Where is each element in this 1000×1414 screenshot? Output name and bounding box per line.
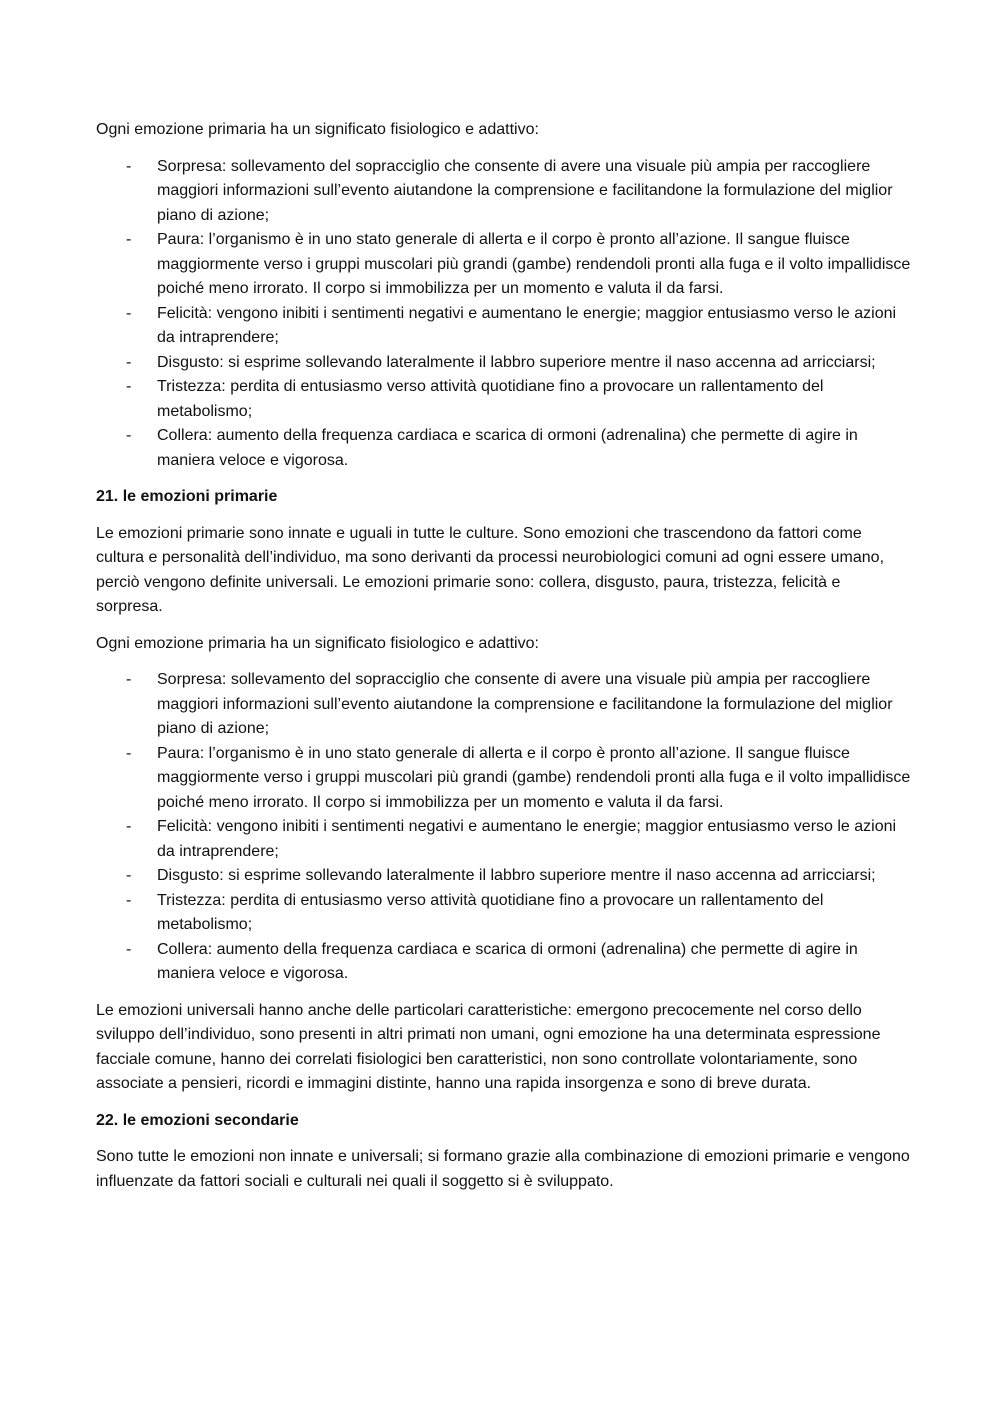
list-item-text: Tristezza: perdita di entusiasmo verso attività quotidiane fino a provocare un rallentamento del metabolismo; xyxy=(157,378,824,420)
section-21-paragraph: Le emozioni primarie sono innate e uguali in tutte le culture. Sono emozioni che trascendono da fattori come cultura e personalità dell’individuo, ma sono derivanti da processi neurobiologici comuni ad ogni essere umano, perciò vengono definite universali. Le emozioni primarie sono: collera, disgusto, paura, tristezza, felicità e sorpresa. xyxy=(96,524,885,615)
dash-marker: - xyxy=(126,867,132,884)
list-item xyxy=(96,375,911,424)
dash-marker: - xyxy=(126,353,132,371)
section-21-intro: Ogni emozione primaria ha un significato fisiologico e adattivo: xyxy=(96,634,539,652)
list-item-text: Paura: l’organismo è in uno stato generale di allerta e il corpo è pronto all’azione. Il sangue fluisce maggiormente verso i gruppi muscolari più grandi (gambe) rendendoli pronti alla fuga e il volto impallidisce poiché meno irrorato. Il corpo si immobilizza per un momento e valuta il da farsi. xyxy=(157,744,911,811)
list-item-text: Paura: l’organismo è in uno stato generale di allerta e il corpo è pronto all’azione. Il sangue fluisce maggiormente verso i gruppi muscolari più grandi (gambe) rendendoli pronti alla fuga e il volto impallidisce poiché meno irrorato. Il corpo si immobilizza per un momento e valuta il da farsi. xyxy=(157,231,911,297)
list-item-text: Collera: aumento della frequenza cardiaca e scarica di ormoni (adrenalina) che permette di agire in maniera veloce e vigorosa. xyxy=(157,940,858,982)
list-item xyxy=(96,155,911,229)
section-21-list xyxy=(96,668,911,987)
section-22-heading: 22. le emozioni secondarie xyxy=(96,1111,299,1129)
list-item-text: Sorpresa: sollevamento del sopracciglio che consente di avere una visuale più ampia per raccogliere maggiori informazioni sull’evento aiutandone la comprensione e facilitandone la formulazione del miglior piano di azione; xyxy=(157,157,893,224)
list-item-text: Tristezza: perdita di entusiasmo verso attività quotidiane fino a provocare un rallentamento del metabolismo; xyxy=(157,891,824,933)
list-item-text: Disgusto: si esprime sollevando lateralmente il labbro superiore mentre il naso accenna ad arricciarsi; xyxy=(157,867,876,884)
dash-marker: - xyxy=(126,744,132,762)
list-item xyxy=(96,424,911,473)
section-21-heading: 21. le emozioni primarie xyxy=(96,488,278,505)
dash-marker: - xyxy=(126,671,132,688)
list-item-text: Collera: aumento della frequenza cardiaca e scarica di ormoni (adrenalina) che permette di agire in maniera veloce e vigorosa. xyxy=(157,427,858,469)
page-content xyxy=(96,118,911,1206)
dash-marker: - xyxy=(126,427,132,444)
list-item xyxy=(96,815,911,864)
block1-list xyxy=(96,155,911,474)
dash-marker: - xyxy=(126,818,132,835)
dash-marker: - xyxy=(126,378,132,395)
list-item xyxy=(96,742,911,816)
list-item xyxy=(96,938,911,987)
dash-marker: - xyxy=(126,304,132,322)
list-item xyxy=(96,668,911,742)
list-item xyxy=(96,351,911,376)
dash-marker: - xyxy=(126,231,132,248)
dash-marker: - xyxy=(126,940,132,958)
dash-marker: - xyxy=(126,157,132,175)
dash-marker: - xyxy=(126,891,132,909)
block1-intro: Ogni emozione primaria ha un significato fisiologico e adattivo: xyxy=(96,121,539,138)
list-item xyxy=(96,889,911,938)
section-21-closing: Le emozioni universali hanno anche delle particolari caratteristiche: emergono precocemente nel corso dello sviluppo dell’individuo, sono presenti in altri primati non umani, ogni emozione ha una determinata espressione facciale comune, hanno dei correlati fisiologici ben caratteristici, non sono controllate volontariamente, sono associate a pensieri, ricordi e immagini distinte, hanno una rapida insorgenza e sono di breve durata. xyxy=(96,1001,881,1092)
list-item-text: Sorpresa: sollevamento del sopracciglio che consente di avere una visuale più ampia per raccogliere maggiori informazioni sull’evento aiutandone la comprensione e facilitandone la formulazione del miglior piano di azione; xyxy=(157,671,893,737)
list-item xyxy=(96,302,911,351)
list-item-text: Felicità: vengono inibiti i sentimenti negativi e aumentano le energie; maggior entusiasmo verso le azioni da intraprendere; xyxy=(157,304,897,346)
list-item xyxy=(96,864,911,889)
list-item-text: Disgusto: si esprime sollevando lateralmente il labbro superiore mentre il naso accenna ad arricciarsi; xyxy=(157,353,876,371)
list-item-text: Felicità: vengono inibiti i sentimenti negativi e aumentano le energie; maggior entusiasmo verso le azioni da intraprendere; xyxy=(157,818,897,860)
list-item xyxy=(96,228,911,302)
section-22-paragraph: Sono tutte le emozioni non innate e universali; si formano grazie alla combinazione di emozioni primarie e vengono influenzate da fattori sociali e culturali nei quali il soggetto si è sviluppato. xyxy=(96,1148,910,1190)
